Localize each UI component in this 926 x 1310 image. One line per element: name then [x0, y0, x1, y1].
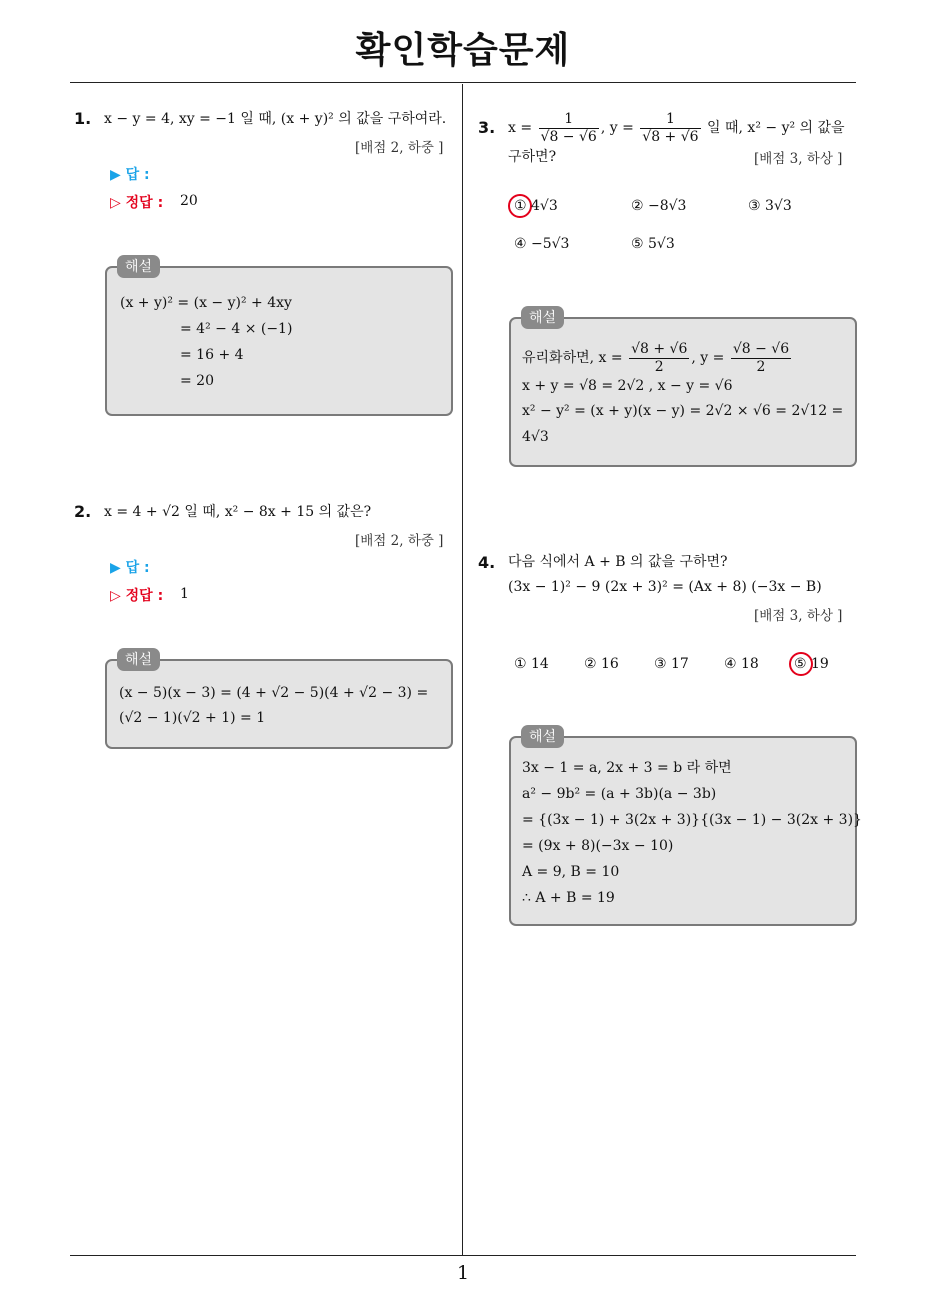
q3-choice[interactable]: ③ 3√3: [748, 198, 792, 214]
q3-explain-line: 4√3: [522, 429, 549, 445]
q4-choice[interactable]: ⑤ 19: [794, 656, 829, 672]
q1-answer-label: ▶ 답 :: [110, 167, 150, 183]
q4-explanation-tag: 해설: [521, 725, 564, 748]
q4-explain-line: A = 9, B = 10: [522, 864, 620, 880]
q3-fraction-x: [539, 111, 599, 146]
q1-explain-line: (x + y)² = (x − y)² + 4xy: [120, 295, 292, 311]
bottom-rule: [70, 1255, 856, 1256]
q4-choice[interactable]: ④ 18: [724, 656, 759, 672]
q3-prompt-tail: 일 때, x² − y² 의 값을: [707, 120, 845, 136]
q3-frac2-num: 1: [640, 111, 700, 129]
q4-choice[interactable]: ① 14: [514, 656, 549, 672]
q1-explain-line: = 16 + 4: [180, 347, 244, 363]
q2-prompt: x = 4 + √2 일 때, x² − 8x + 15 의 값은?: [104, 504, 372, 520]
q4-explain-line: a² − 9b² = (a + 3b)(a − 3b): [522, 786, 717, 802]
q3-score: [배점 3, 하상 ]: [754, 151, 843, 167]
q1-prompt: x − y = 4, xy = −1 일 때, (x + y)² 의 값을 구하여라.: [104, 111, 447, 127]
q3-frac1-den: √8 − √6: [540, 128, 597, 145]
q1-number: 1.: [74, 109, 92, 128]
q1-score: [배점 2, 하중 ]: [355, 140, 444, 156]
q3-number: 3.: [478, 118, 496, 137]
q2-number: 2.: [74, 502, 92, 521]
q2-explanation-box: [105, 659, 453, 749]
page-number: 1: [456, 1262, 470, 1284]
q4-explain-line: = {(3x − 1) + 3(2x + 3)}{(3x − 1) − 3(2x + 3)}: [522, 812, 862, 828]
q3-explanation-tag: 해설: [521, 306, 564, 329]
q1-explain-line: = 20: [180, 373, 214, 389]
q4-prompt-line2: (3x − 1)² − 9 (2x + 3)² = (Ax + 8) (−3x − B): [508, 579, 822, 595]
q1-explanation-tag: 해설: [117, 255, 160, 278]
q4-explain-line: 3x − 1 = a, 2x + 3 = b 라 하면: [522, 760, 732, 776]
q3-choice[interactable]: ⑤ 5√3: [631, 236, 675, 252]
q3-prompt: [508, 108, 845, 148]
q3-choice[interactable]: ① 4√3: [514, 198, 558, 214]
q3-explain-frac1-num: √8 + √6: [631, 340, 688, 357]
top-rule: [70, 82, 856, 83]
q3-explain-frac2-den: 2: [756, 358, 766, 375]
q3-choice[interactable]: ④ −5√3: [514, 236, 570, 252]
q1-explanation-box: [105, 266, 453, 416]
q2-answer-label: ▶ 답 :: [110, 560, 150, 576]
q4-explain-line: = (9x + 8)(−3x − 10): [522, 838, 674, 854]
q3-fraction-y: [640, 111, 700, 146]
q3-prompt-line2: 구하면?: [508, 149, 557, 165]
q3-explain-line: x + y = √8 = 2√2 , x − y = √6: [522, 378, 733, 394]
q2-correct-value: 1: [180, 586, 189, 602]
q3-explain-frac1-den: 2: [654, 358, 664, 375]
q3-explain-fraction-y: [731, 341, 791, 376]
q3-frac1-num: 1: [539, 111, 599, 129]
q1-correct-label: ▷ 정답 :: [110, 195, 164, 211]
q3-explain-prefix: 유리화하면, x =: [522, 350, 623, 366]
q4-number: 4.: [478, 553, 496, 572]
q4-score: [배점 3, 하상 ]: [754, 608, 843, 624]
q4-explain-line: ∴ A + B = 19: [522, 890, 615, 906]
q1-explain-line: = 4² − 4 × (−1): [180, 321, 293, 337]
q3-explain-mid: , y =: [691, 350, 725, 366]
q3-explain-line: x² − y² = (x + y)(x − y) = 2√2 × √6 = 2√12 =: [522, 403, 844, 419]
q3-frac2-den: √8 + √6: [642, 128, 699, 145]
page-title: 확인학습문제: [355, 30, 571, 71]
q2-explain-line: (x − 5)(x − 3) = (4 + √2 − 5)(4 + √2 − 3) =: [119, 685, 429, 701]
q3-prompt-x: x =: [508, 120, 533, 136]
q3-explain-fraction-x: [629, 341, 689, 376]
q4-choice[interactable]: ② 16: [584, 656, 619, 672]
q1-correct-value: 20: [180, 193, 198, 209]
q2-correct-label: ▷ 정답 :: [110, 588, 164, 604]
q2-explanation-tag: 해설: [117, 648, 160, 671]
q3-explain-frac2-num: √8 − √6: [732, 340, 790, 357]
q3-choice[interactable]: ② −8√3: [631, 198, 687, 214]
q4-prompt: 다음 식에서 A + B 의 값을 구하면?: [508, 554, 728, 570]
q2-score: [배점 2, 하중 ]: [355, 533, 444, 549]
q3-explain-line1: [522, 338, 793, 378]
column-divider: [462, 84, 463, 1256]
q3-prompt-y: , y =: [600, 120, 634, 136]
q2-explain-line: (√2 − 1)(√2 + 1) = 1: [119, 710, 266, 726]
q4-choice[interactable]: ③ 17: [654, 656, 689, 672]
